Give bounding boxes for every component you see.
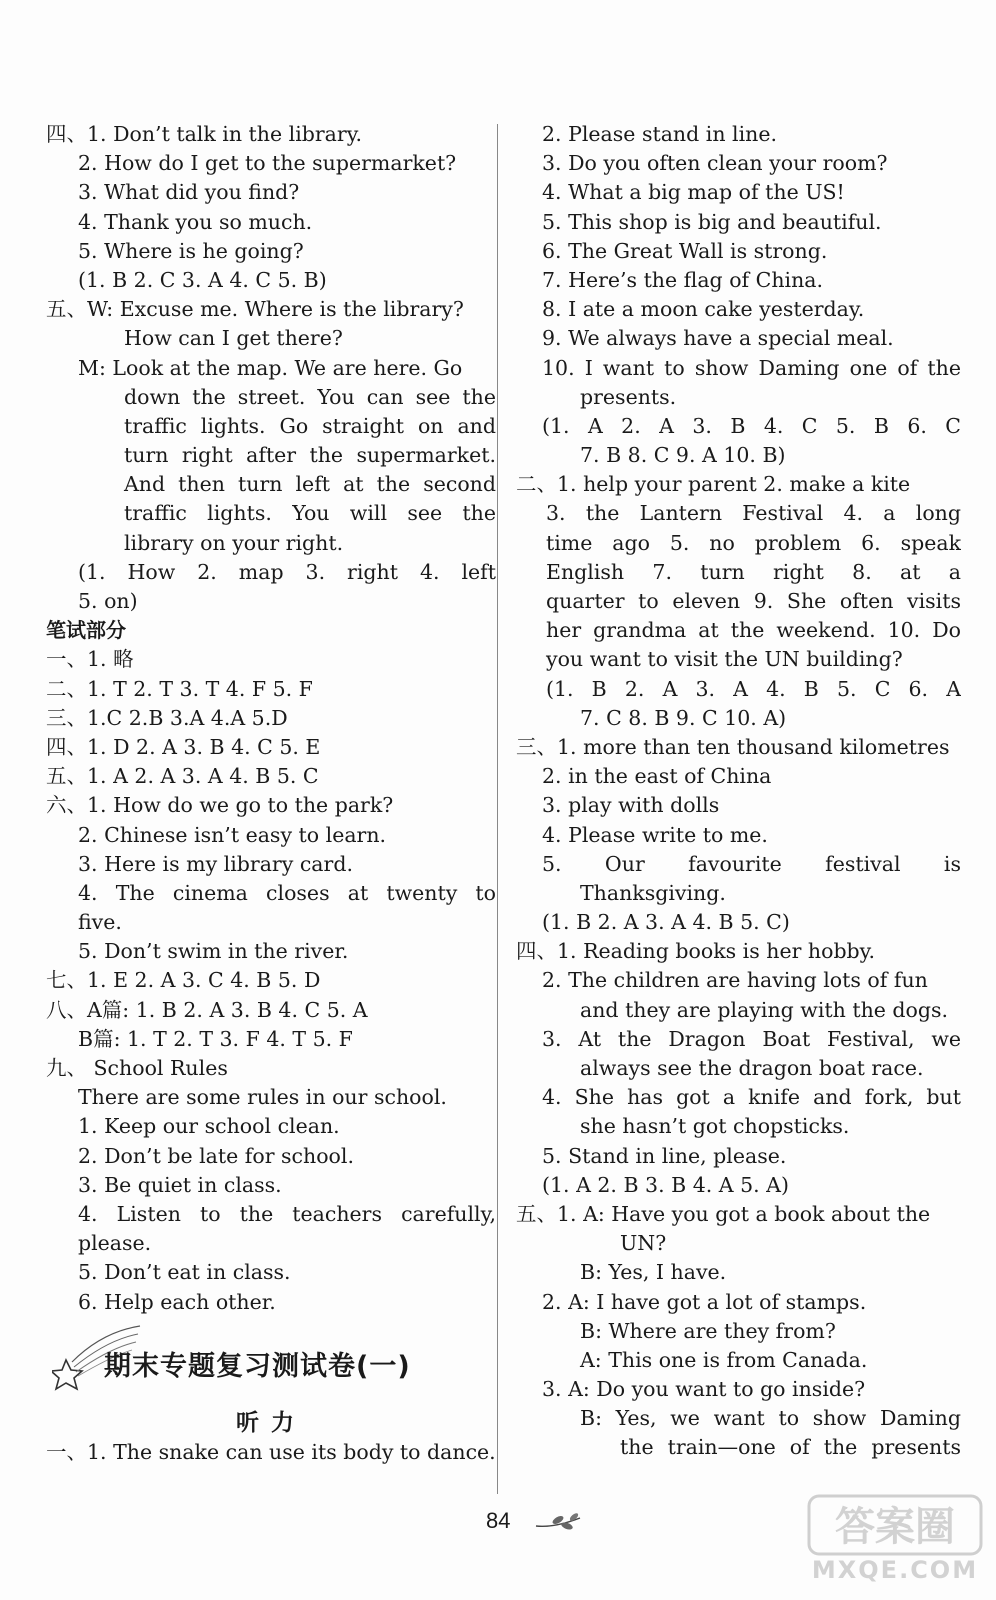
- text-line: 一、1. The snake can use its body to dance.: [46, 1440, 496, 1464]
- text-line: traffic lights. You will see the: [124, 501, 496, 526]
- text-line: the train—one of the presents: [620, 1435, 961, 1460]
- text-line: 2. in the east of China: [542, 764, 772, 789]
- text-line: 3. Be quiet in class.: [78, 1172, 282, 1197]
- text-line: 五、1. A 2. A 3. A 4. B 5. C: [46, 764, 319, 789]
- text-line: 5. on): [78, 589, 138, 613]
- text-line: you want to visit the UN building?: [546, 647, 903, 672]
- text-line: 8. I ate a moon cake yesterday.: [542, 297, 865, 322]
- text-line: 6. The Great Wall is strong.: [542, 238, 828, 263]
- text-line: traffic lights. Go straight on and: [124, 413, 496, 438]
- text-line: 四、1. Reading books is her hobby.: [516, 939, 876, 964]
- text-line: (1. A 2. A 3. B 4. C 5. B 6. C: [542, 413, 961, 438]
- text-line: M: Look at the map. We are here. Go: [78, 355, 463, 380]
- text-line: quarter to eleven 9. She often visits: [546, 589, 961, 613]
- text-line: English 7. turn right 8. at a: [546, 559, 961, 584]
- text-line: 4. The cinema closes at twenty to: [78, 880, 496, 905]
- text-line: There are some rules in our school.: [78, 1085, 447, 1110]
- text-line: 3. A: Do you want to go inside?: [542, 1377, 866, 1402]
- watermark-logo: [805, 1490, 985, 1586]
- listening-heading: 听力: [236, 1410, 306, 1436]
- text-line: B: Yes, we want to show Daming: [580, 1406, 961, 1431]
- leaf-ornament-icon: [534, 1510, 584, 1534]
- text-line: B篇: 1. T 2. T 3. F 4. T 5. F: [78, 1026, 353, 1051]
- text-line: (1. B 2. A 3. A 4. B 5. C): [542, 910, 790, 935]
- text-line: 二、1. help your parent 2. make a kite: [516, 472, 911, 497]
- text-line: 5. Don’t eat in class.: [78, 1260, 291, 1285]
- text-line: 7. Here’s the flag of China.: [542, 267, 824, 292]
- text-line: 10. I want to show Daming one of the: [542, 355, 961, 380]
- left-tail: [46, 1438, 496, 1467]
- text-line: 7. C 8. B 9. C 10. A): [580, 705, 787, 730]
- text-line: 3. the Lantern Festival 4. a long: [546, 501, 961, 526]
- text-line: 4. What a big map of the US!: [542, 180, 845, 205]
- text-line: 八、A篇: 1. B 2. A 3. B 4. C 5. A: [46, 997, 368, 1022]
- text-line: 2. Don’t be late for school.: [78, 1143, 354, 1168]
- text-line: please.: [78, 1231, 152, 1256]
- text-line: 3. Here is my library card.: [78, 851, 353, 876]
- text-line: 6. Help each other.: [78, 1289, 276, 1314]
- text-line: And then turn left at the second: [124, 472, 496, 497]
- text-line: library on your right.: [124, 530, 344, 555]
- text-line: B: Yes, I have.: [580, 1260, 727, 1285]
- text-line: 三、1. more than ten thousand kilometres: [516, 734, 950, 759]
- text-line: 3. What did you find?: [78, 180, 300, 205]
- text-line: 3. At the Dragon Boat Festival, we: [542, 1026, 961, 1051]
- text-line: 5. Stand in line, please.: [542, 1143, 787, 1168]
- text-line: 2. The children are having lots of fun: [542, 968, 928, 993]
- text-line: 3. play with dolls: [542, 793, 720, 818]
- text-line: always see the dragon boat race.: [580, 1056, 924, 1080]
- text-line: How can I get there?: [124, 326, 343, 351]
- text-line: 7. B 8. C 9. A 10. B): [580, 443, 786, 468]
- text-line: five.: [78, 910, 122, 935]
- text-line: she hasn’t got chopsticks.: [580, 1114, 850, 1139]
- text-line: 4. Thank you so much.: [78, 209, 313, 234]
- text-line: 七、1. E 2. A 3. C 4. B 5. D: [46, 968, 321, 993]
- svg-text:答案圈: 答案圈: [835, 1504, 955, 1550]
- text-line: (1. How 2. map 3. right 4. left: [78, 559, 496, 584]
- exam-title-banner: [46, 1322, 496, 1392]
- text-line: 五、1. A: Have you got a book about the: [516, 1201, 931, 1226]
- text-line: 五、W: Excuse me. Where is the library?: [46, 297, 464, 322]
- text-line: 2. Please stand in line.: [542, 122, 778, 146]
- text-line: B: Where are they from?: [580, 1318, 836, 1343]
- text-line: (1. A 2. B 3. B 4. A 5. A): [542, 1172, 789, 1197]
- text-line: 一、1. 略: [46, 647, 134, 672]
- page-number: 84: [486, 1508, 511, 1533]
- left-column: [46, 120, 496, 1317]
- text-line: 2. How do I get to the supermarket?: [78, 151, 457, 176]
- text-line: 9. We always have a special meal.: [542, 326, 894, 351]
- text-line: her grandma at the weekend. 10. Do: [546, 618, 961, 643]
- text-line: 5. Where is he going?: [78, 238, 304, 263]
- text-line: (1. B 2. A 3. A 4. B 5. C 6. A: [546, 676, 961, 701]
- text-line: and they are playing with the dogs.: [580, 997, 949, 1022]
- text-line: A: This one is from Canada.: [580, 1347, 868, 1372]
- text-line: 5. Our favourite festival is: [542, 851, 961, 876]
- text-line: 4. Listen to the teachers carefully,: [78, 1201, 496, 1226]
- column-divider: [497, 124, 498, 1494]
- text-line: 5. This shop is big and beautiful.: [542, 209, 882, 234]
- right-column: [516, 120, 961, 1463]
- text-line: 二、1. T 2. T 3. T 4. F 5. F: [46, 676, 313, 701]
- text-line: (1. B 2. C 3. A 4. C 5. B): [78, 267, 327, 292]
- text-line: presents.: [580, 384, 677, 409]
- exam-title: 期末专题复习测试卷(一): [104, 1351, 411, 1382]
- text-line: 3. Do you often clean your room?: [542, 151, 888, 176]
- text-line: 三、1.C 2.B 3.A 4.A 5.D: [46, 705, 288, 730]
- text-line: 4. She has got a knife and fork, but: [542, 1085, 961, 1110]
- text-line: Thanksgiving.: [580, 880, 726, 905]
- text-line: 2. Chinese isn’t easy to learn.: [78, 822, 387, 847]
- text-line: 九、 School Rules: [46, 1056, 228, 1080]
- text-line: 六、1. How do we go to the park?: [46, 793, 394, 818]
- text-line: 四、1. Don’t talk in the library.: [46, 122, 363, 146]
- text-line: UN?: [620, 1231, 667, 1256]
- text-line: 2. A: I have got a lot of stamps.: [542, 1289, 867, 1314]
- text-line: turn right after the supermarket.: [124, 443, 496, 468]
- text-line: down the street. You can see the: [124, 384, 496, 409]
- text-line: 1. Keep our school clean.: [78, 1114, 340, 1139]
- text-line: 四、1. D 2. A 3. B 4. C 5. E: [46, 734, 321, 759]
- svg-text:MXQE.COM: MXQE.COM: [811, 1556, 979, 1584]
- text-line: 笔试部分: [46, 618, 126, 643]
- text-line: 4. Please write to me.: [542, 822, 768, 847]
- text-line: 5. Don’t swim in the river.: [78, 939, 349, 964]
- text-line: time ago 5. no problem 6. speak: [546, 530, 961, 555]
